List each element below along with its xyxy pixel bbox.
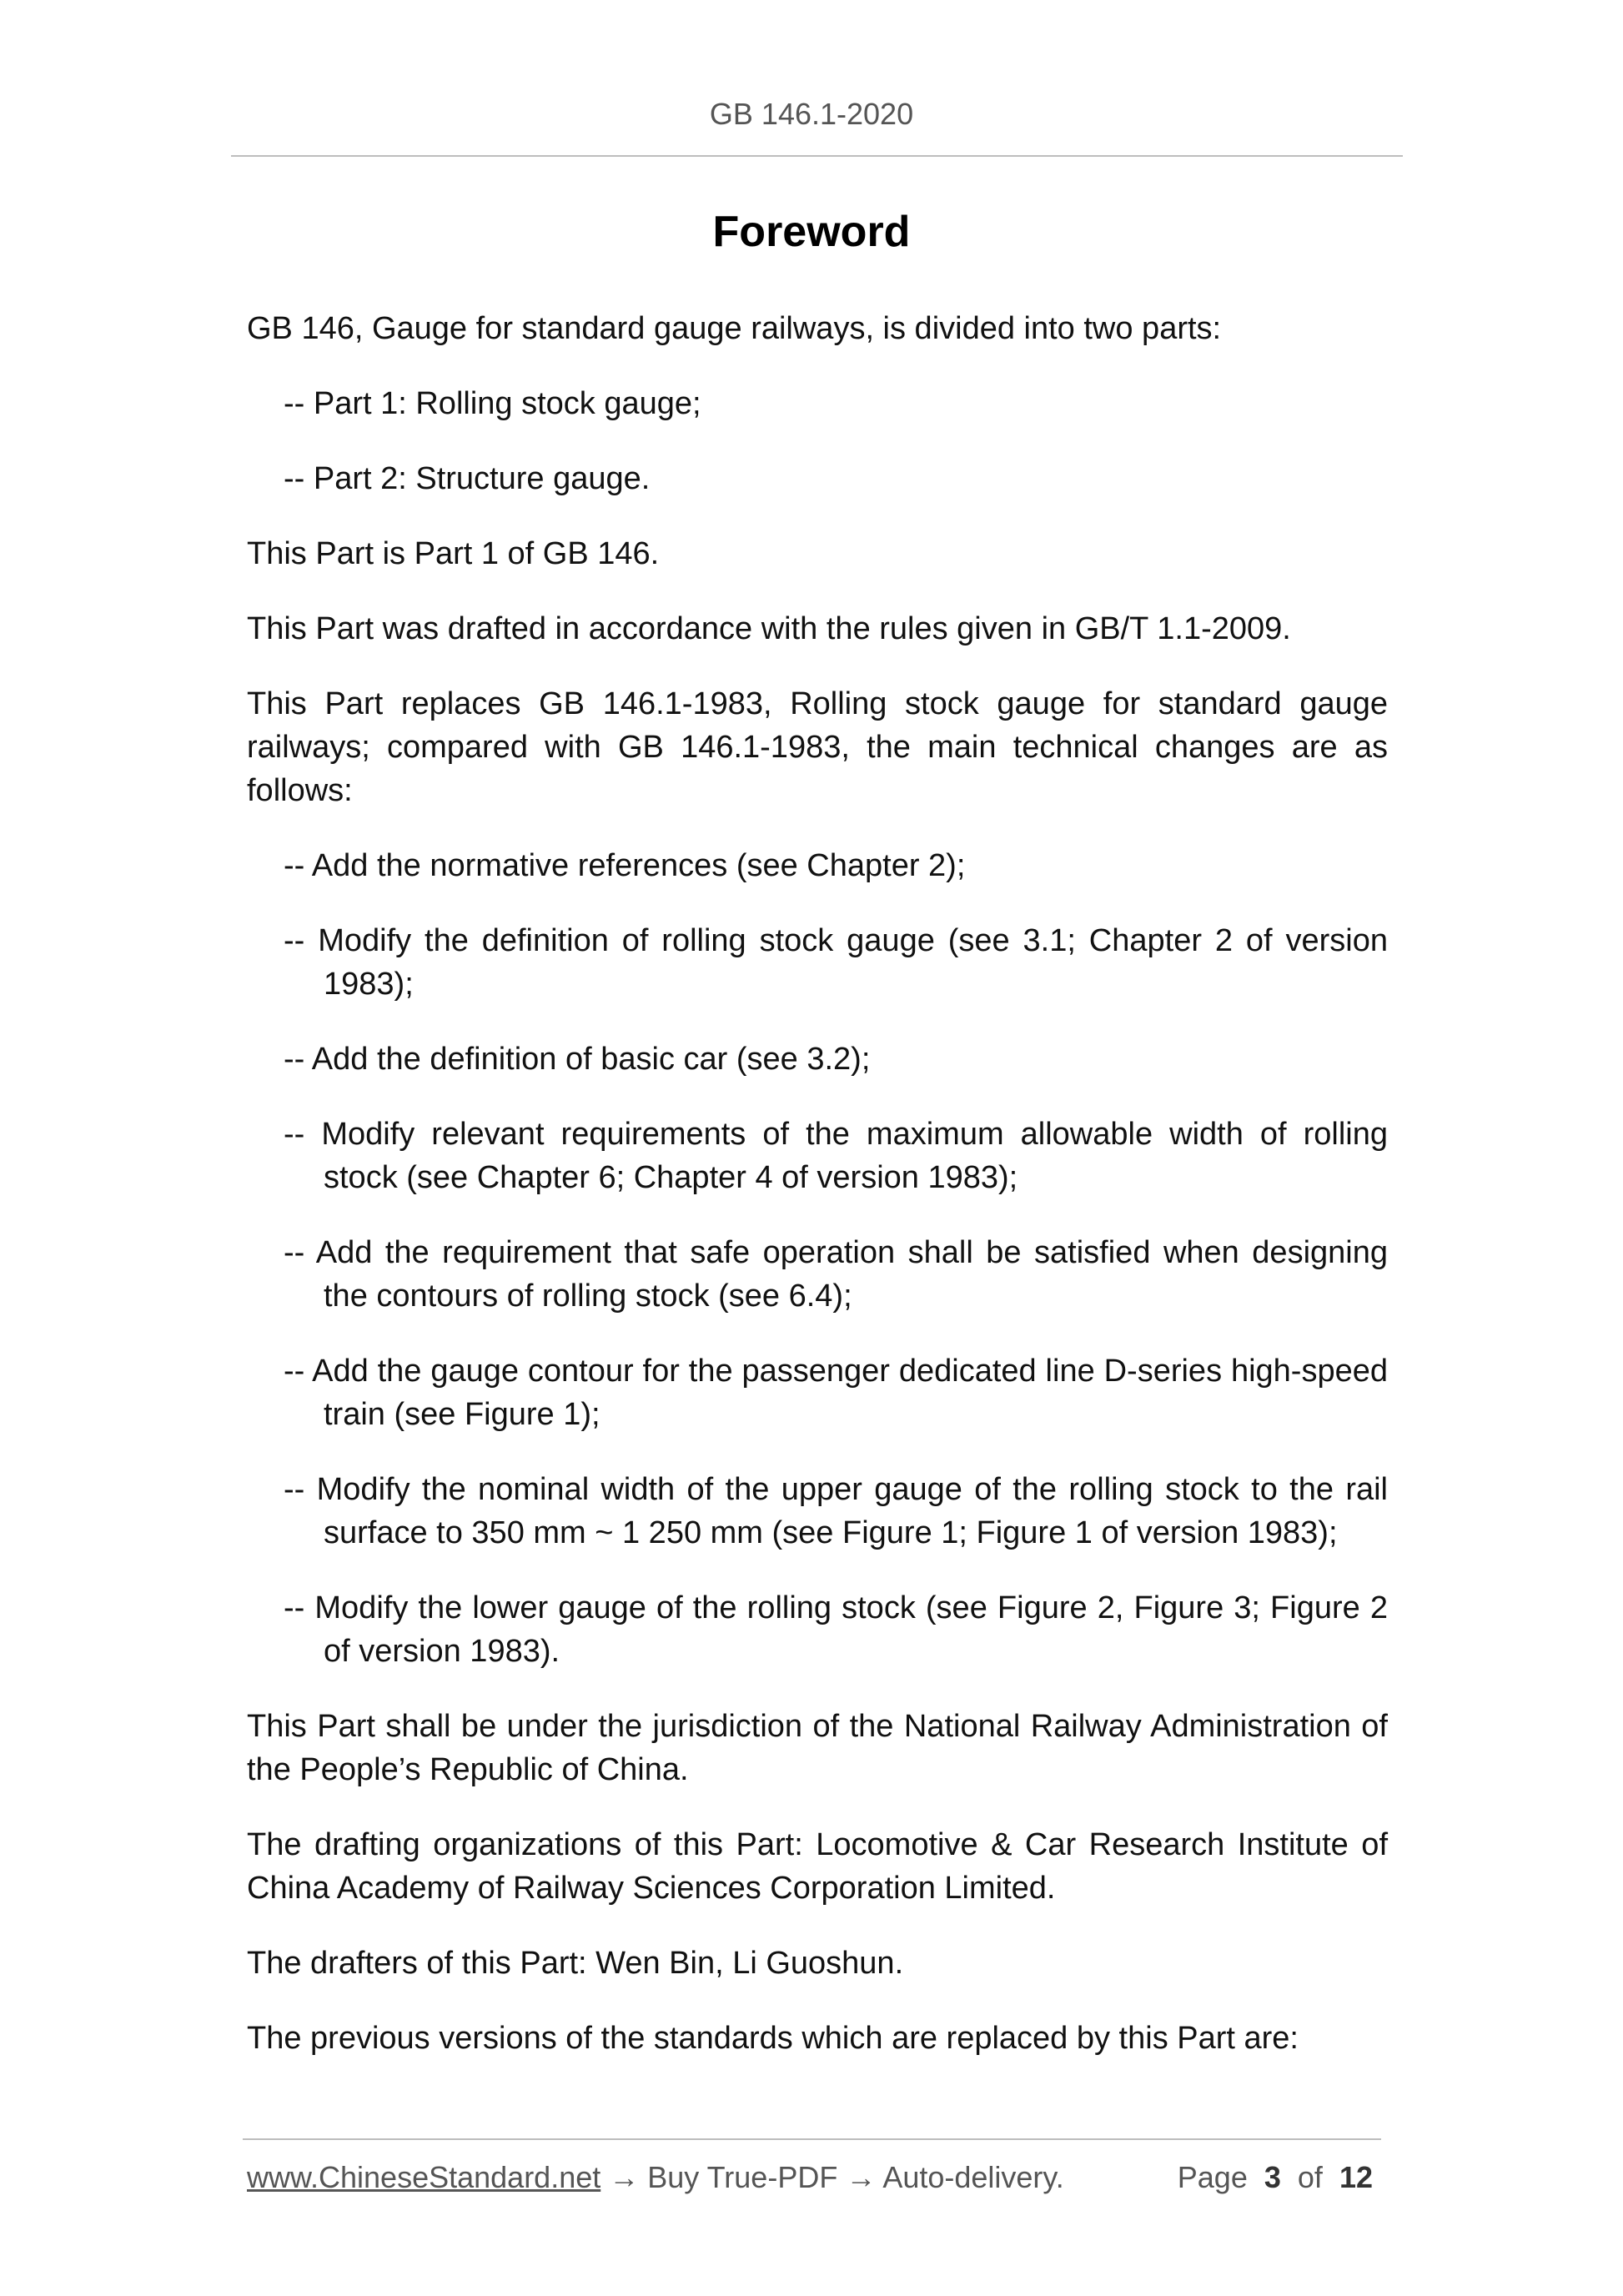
- paragraph-part-of: This Part is Part 1 of GB 146.: [247, 536, 660, 571]
- list-item-change: -- Add the normative references (see Chapter 2);: [284, 848, 966, 883]
- footer-promo: [247, 2160, 1064, 2195]
- list-item-part-2: -- Part 2: Structure gauge.: [284, 461, 651, 496]
- page-label: Page: [1177, 2160, 1248, 2194]
- paragraph-previous-versions: The previous versions of the standards which are replaced by this Part are:: [247, 2021, 1299, 2056]
- paragraph-intro: GB 146, Gauge for standard gauge railways, is divided into two parts:: [247, 311, 1222, 346]
- page-title: Foreword: [712, 208, 911, 256]
- paragraph-jurisdiction: This Part shall be under the jurisdiction of the National Railway Administration of the People’s Republic of China.: [247, 1709, 1388, 1787]
- paragraph-drafters: The drafters of this Part: Wen Bin, Li Guoshun.: [247, 1946, 904, 1981]
- list-item-change: -- Modify the definition of rolling stock gauge (see 3.1; Chapter 2 of version 1983);: [284, 923, 1388, 1002]
- list-item-change: -- Modify the lower gauge of the rolling stock (see Figure 2, Figure 3; Figure 2 of version 1983).: [284, 1590, 1388, 1669]
- page-footer: [247, 2160, 1381, 2202]
- footer-promo-text: → Buy True-PDF → Auto-delivery.: [600, 2160, 1064, 2194]
- list-item-change: -- Add the requirement that safe operation shall be satisfied when designing the contours of rolling stock (see 6.4);: [284, 1235, 1388, 1314]
- footer-divider: [243, 2138, 1381, 2140]
- header-divider: [231, 155, 1403, 157]
- list-item-change: -- Add the definition of basic car (see 3.2);: [284, 1042, 871, 1077]
- list-item-change: -- Add the gauge contour for the passenger dedicated line D-series high-speed train (see Figure 1);: [284, 1354, 1388, 1432]
- foreword-body: [247, 307, 1388, 2092]
- document-header: GB 146.1-2020: [709, 97, 914, 131]
- list-item-change: -- Modify relevant requirements of the maximum allowable width of rolling stock (see Chapter 6; Chapter 4 of version 1983);: [284, 1117, 1388, 1195]
- list-item-change: -- Modify the nominal width of the upper gauge of the rolling stock to the rail surface to 350 mm ~ 1 250 mm (see Figure 1; Figure 1 of version 1983);: [284, 1472, 1388, 1550]
- page-of-label: of: [1297, 2160, 1323, 2194]
- list-item-part-1: -- Part 1: Rolling stock gauge;: [284, 386, 701, 421]
- website-link[interactable]: www.ChineseStandard.net: [247, 2160, 601, 2194]
- paragraph-drafting-rules: This Part was drafted in accordance with the rules given in GB/T 1.1-2009.: [247, 611, 1291, 646]
- page-number: [1178, 2160, 1373, 2195]
- page-current: 3: [1264, 2160, 1281, 2194]
- paragraph-drafting-organizations: The drafting organizations of this Part: Locomotive & Car Research Institute of China Academy of Railway Sciences Corporation Limited.: [247, 1827, 1388, 1906]
- page-total: 12: [1339, 2160, 1373, 2194]
- paragraph-replaces: This Part replaces GB 146.1-1983, Rolling stock gauge for standard gauge railways; compared with GB 146.1-1983, the main technical changes are as follows:: [247, 686, 1388, 808]
